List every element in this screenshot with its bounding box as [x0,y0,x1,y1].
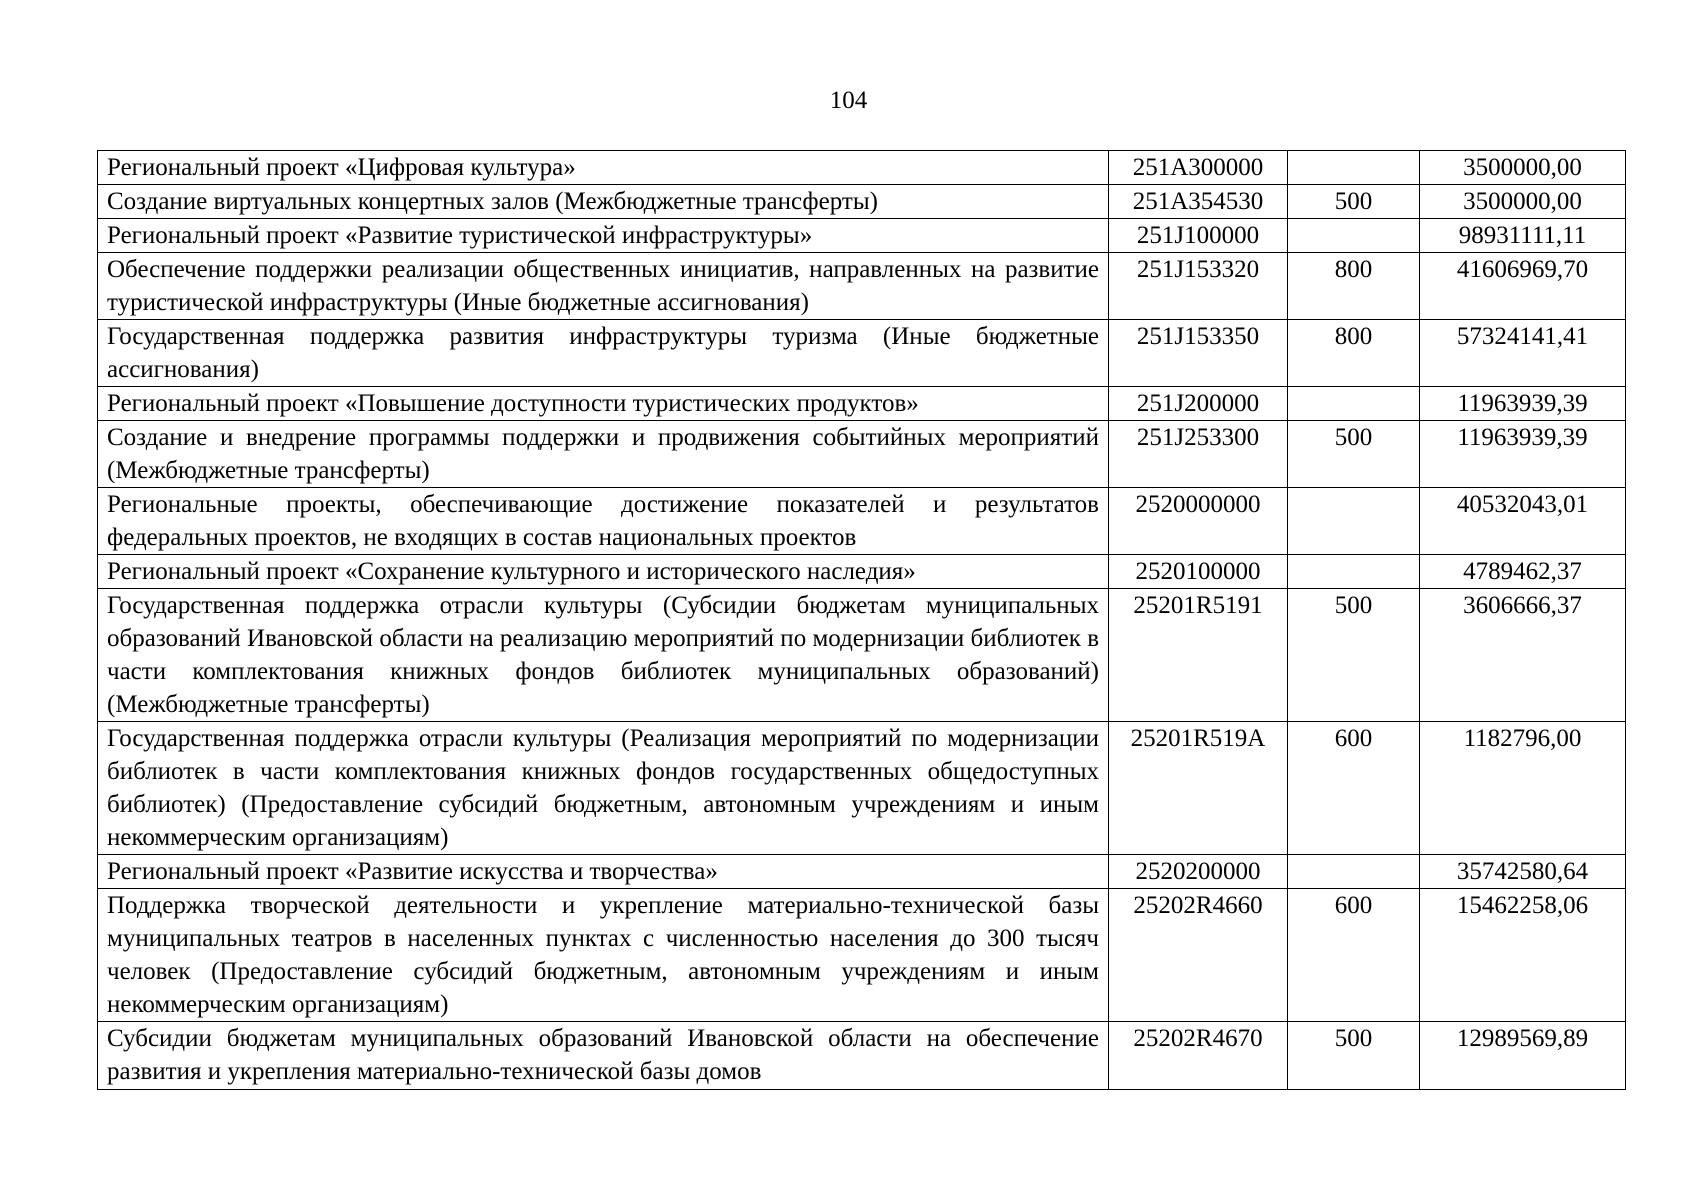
row-expense-type [1288,387,1420,421]
row-name: Создание виртуальных концертных залов (Межбюджетные трансферты) [98,185,1109,219]
row-code: 25201R519A [1109,722,1288,855]
table-row [98,151,1626,185]
table-row [98,1022,1626,1090]
row-name: Обеспечение поддержки реализации общественных инициатив, направленных на развитие туристической инфраструктуры (Иные бюджетные ассигнования) [98,253,1109,320]
row-expense-type [1288,488,1420,555]
row-code: 25202R4670 [1109,1022,1288,1090]
table-row [98,589,1626,722]
row-amount: 3606666,37 [1420,589,1626,722]
row-name: Создание и внедрение программы поддержки и продвижения событийных мероприятий (Межбюджетные трансферты) [98,421,1109,488]
row-code: 251J100000 [1109,219,1288,253]
row-expense-type: 500 [1288,1022,1420,1090]
row-expense-type: 600 [1288,889,1420,1022]
row-name: Региональный проект «Развитие искусства и творчества» [98,855,1109,889]
row-code: 251J200000 [1109,387,1288,421]
row-expense-type [1288,219,1420,253]
row-name: Государственная поддержка отрасли культуры (Реализация мероприятий по модернизации библиотек в части комплектования книжных фондов государственных общедоступных библиотек) (Предоставление субсидий бюджетным, автономным учреждениям и иным некоммерческим организациям) [98,722,1109,855]
row-code: 2520200000 [1109,855,1288,889]
row-name: Региональный проект «Сохранение культурного и исторического наследия» [98,555,1109,589]
table-row [98,488,1626,555]
row-code: 251J153320 [1109,253,1288,320]
row-amount: 12989569,89 [1420,1022,1626,1090]
row-amount: 35742580,64 [1420,855,1626,889]
row-name: Региональный проект «Повышение доступности туристических продуктов» [98,387,1109,421]
row-expense-type: 600 [1288,722,1420,855]
row-expense-type: 500 [1288,421,1420,488]
row-amount: 41606969,70 [1420,253,1626,320]
row-code: 251A300000 [1109,151,1288,185]
row-name: Региональные проекты, обеспечивающие достижение показателей и результатов федеральных проектов, не входящих в состав национальных проектов [98,488,1109,555]
row-name: Региональный проект «Цифровая культура» [98,151,1109,185]
table-row [98,889,1626,1022]
row-name: Поддержка творческой деятельности и укрепление материально-технической базы муниципальных театров в населенных пунктах с численностью населения до 300 тысяч человек (Предоставление субсидий бюджетным, автономным учреждениям и иным некоммерческим организациям) [98,889,1109,1022]
budget-table-body [98,151,1626,1090]
row-amount: 15462258,06 [1420,889,1626,1022]
row-name: Субсидии бюджетам муниципальных образований Ивановской области на обеспечение развития и укрепления материально-технической базы домов [107,1025,1099,1085]
table-row [98,555,1626,589]
row-expense-type: 800 [1288,253,1420,320]
row-expense-type [1288,151,1420,185]
row-amount: 98931111,11 [1420,219,1626,253]
table-row [98,320,1626,387]
row-code: 251J253300 [1109,421,1288,488]
row-amount: 57324141,41 [1420,320,1626,387]
row-code: 251A354530 [1109,185,1288,219]
row-name: Государственная поддержка развития инфраструктуры туризма (Иные бюджетные ассигнования) [98,320,1109,387]
table-row [98,722,1626,855]
page-number: 104 [829,87,868,114]
row-amount: 11963939,39 [1420,387,1626,421]
table-row [98,185,1626,219]
row-code: 25201R5191 [1109,589,1288,722]
row-name: Государственная поддержка отрасли культуры (Субсидии бюджетам муниципальных образований Ивановской области на реализацию мероприятий по модернизации библиотек в части комплектования книжных фондов библиотек муниципальных образований) (Межбюджетные трансферты) [98,589,1109,722]
row-amount: 40532043,01 [1420,488,1626,555]
row-amount: 4789462,37 [1420,555,1626,589]
row-expense-type [1288,855,1420,889]
table-row [98,387,1626,421]
row-amount: 3500000,00 [1420,151,1626,185]
row-expense-type: 500 [1288,185,1420,219]
row-amount: 1182796,00 [1420,722,1626,855]
row-code: 2520000000 [1109,488,1288,555]
row-code: 2520100000 [1109,555,1288,589]
table-row [98,253,1626,320]
row-code: 251J153350 [1109,320,1288,387]
row-expense-type: 500 [1288,589,1420,722]
table-row [98,421,1626,488]
row-name: Региональный проект «Развитие туристической инфраструктуры» [98,219,1109,253]
table-row [98,219,1626,253]
row-amount: 11963939,39 [1420,421,1626,488]
row-expense-type [1288,555,1420,589]
row-amount: 3500000,00 [1420,185,1626,219]
table-row [98,855,1626,889]
row-code: 25202R4660 [1109,889,1288,1022]
row-expense-type: 800 [1288,320,1420,387]
row-name-cell [98,1022,1109,1090]
budget-table [97,150,1626,1090]
